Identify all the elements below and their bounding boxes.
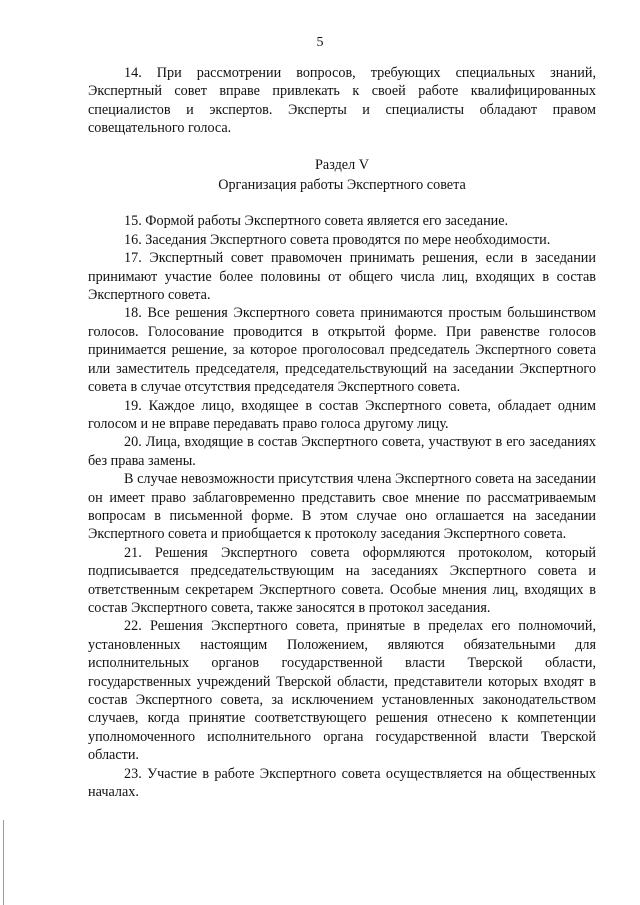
paragraph-17: 17. Экспертный совет правомочен принимать решения, если в заседании принимают участие более половины от общего числа лиц, входящих в состав Экспертного совета. <box>88 250 596 304</box>
paragraph-18: 18. Все решения Экспертного совета принимаются простым большинством голосов. Голосование проводится в открытой форме. При равенстве голосов принимается решение, за которое проголосовал председатель Экспертного совета или заместитель председателя, председательствующий на заседании Экспертного совета в случае отсутствия председателя Экспертного совета. <box>88 305 596 396</box>
page-number: 5 <box>316 35 324 50</box>
paragraph-19: 19. Каждое лицо, входящее в состав Экспертного совета, обладает одним голосом и не вправе передавать право голоса другому лицу. <box>88 397 596 432</box>
paragraph-21: 21. Решения Экспертного совета оформляются протоколом, который подписывается председательствующим на заседаниях Экспертного совета и ответственным секретарем Экспертного совета. Особые мнения лиц, входящих в состав Экспертного совета, также заносятся в протокол заседания. <box>88 544 596 616</box>
section-title: Организация работы Экспертного совета <box>218 177 466 194</box>
document-body <box>88 64 596 801</box>
paragraph-20: 20. Лица, входящие в состав Экспертного совета, участвуют в его заседаниях без права замены. <box>88 434 596 469</box>
paragraph-15: 15. Формой работы Экспертного совета является его заседание. <box>124 213 509 230</box>
scan-edge-line <box>3 820 4 905</box>
paragraph-20-continued: В случае невозможности присутствия члена Экспертного совета на заседании он имеет право заблаговременно представить свое мнение по рассматриваемым вопросам в письменной форме. В этом случае оно оглашается на заседании Экспертного совета и приобщается к протоколу заседания Экспертного совета. <box>88 471 596 543</box>
paragraph-16: 16. Заседания Экспертного совета проводятся по мере необходимости. <box>124 231 551 248</box>
section-header <box>88 156 596 195</box>
section-heading: Раздел V <box>315 156 369 173</box>
paragraph-23: 23. Участие в работе Экспертного совета осуществляется на общественных началах. <box>88 765 596 801</box>
paragraph-14: 14. При рассмотрении вопросов, требующих специальных знаний, Экспертный совет вправе привлекать к своей работе квалифицированных специалистов и экспертов. Эксперты и специалисты обладают правом совещательного голоса. <box>88 65 596 137</box>
paragraph-22: 22. Решения Экспертного совета, принятые в пределах его полномочий, установленных настоящим Положением, являются обязательными для исполнительных органов государственной власти Тверской области, государственных учреждений Тверской области, представители которых входят в состав Экспертного совета, за исключением установленных законодательством случаев, когда принятие соответствующего решения отнесено к компетенции уполномоченного исполнительного органа государственной власти Тверской области. <box>88 618 596 764</box>
